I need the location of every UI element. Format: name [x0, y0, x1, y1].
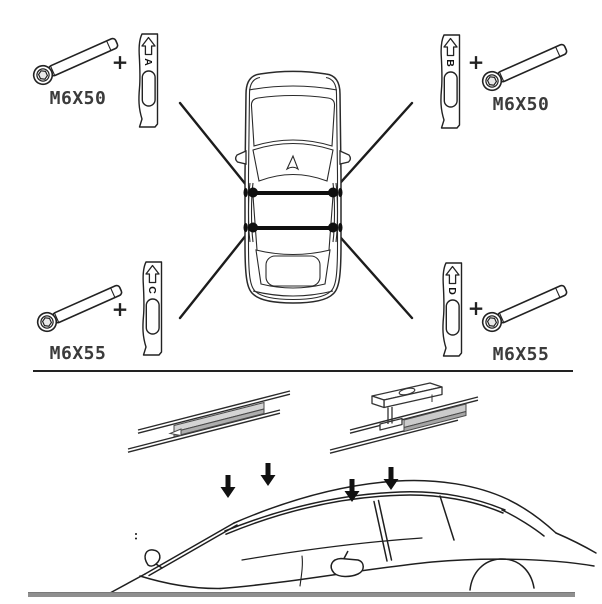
car-side-view — [82, 452, 602, 604]
belt-line — [220, 559, 594, 588]
diagonal-line-c — [180, 229, 251, 318]
down-arrow-icon — [261, 463, 276, 486]
spacer-tag-icon — [137, 260, 165, 357]
tag-letter: B — [444, 59, 456, 67]
a-pillar — [145, 523, 237, 576]
rubber-strip — [170, 403, 264, 437]
down-arrow-icon — [221, 475, 236, 498]
diagonal-line-d — [333, 229, 412, 318]
rear-wheel-arch — [470, 559, 534, 590]
mount-dot-b — [328, 188, 338, 198]
plus-sign: + — [111, 297, 129, 321]
roofline — [234, 480, 556, 533]
diagonal-line-b — [333, 103, 412, 191]
screw-label: M6X50 — [492, 94, 550, 115]
screw-label: M6X55 — [492, 344, 550, 365]
hood-line — [140, 576, 220, 589]
left-mirror — [236, 151, 246, 164]
mount-dot-c — [248, 223, 258, 233]
screw-icon — [476, 274, 576, 344]
plus-sign: + — [467, 50, 485, 74]
spacer-tag-icon — [133, 32, 161, 129]
page-footer-bar — [28, 592, 575, 597]
plus-sign: + — [467, 296, 485, 320]
screw-icon — [476, 33, 576, 103]
roof-rail-groove-illustration — [124, 385, 299, 457]
tag-letter: D — [446, 287, 458, 295]
section-divider — [33, 370, 573, 372]
spacer-tag-icon — [435, 33, 463, 130]
side-mirror — [331, 551, 363, 577]
down-arrow-icon — [384, 467, 399, 490]
b-pillar — [374, 501, 392, 562]
screw-label: M6X50 — [49, 88, 107, 109]
mount-dot-d — [328, 223, 338, 233]
right-mirror — [340, 151, 350, 164]
plus-sign: + — [111, 50, 129, 74]
mount-dot-a — [248, 188, 258, 198]
diagonal-line-a — [180, 103, 251, 191]
car-body-top — [245, 71, 341, 303]
c-pillar — [440, 496, 454, 540]
screw-label: M6X55 — [49, 343, 107, 364]
tag-letter: A — [142, 58, 154, 66]
tag-letter: C — [146, 286, 158, 294]
fixpoint-adapter-illustration — [320, 380, 485, 460]
spacer-tag-icon — [437, 261, 465, 358]
